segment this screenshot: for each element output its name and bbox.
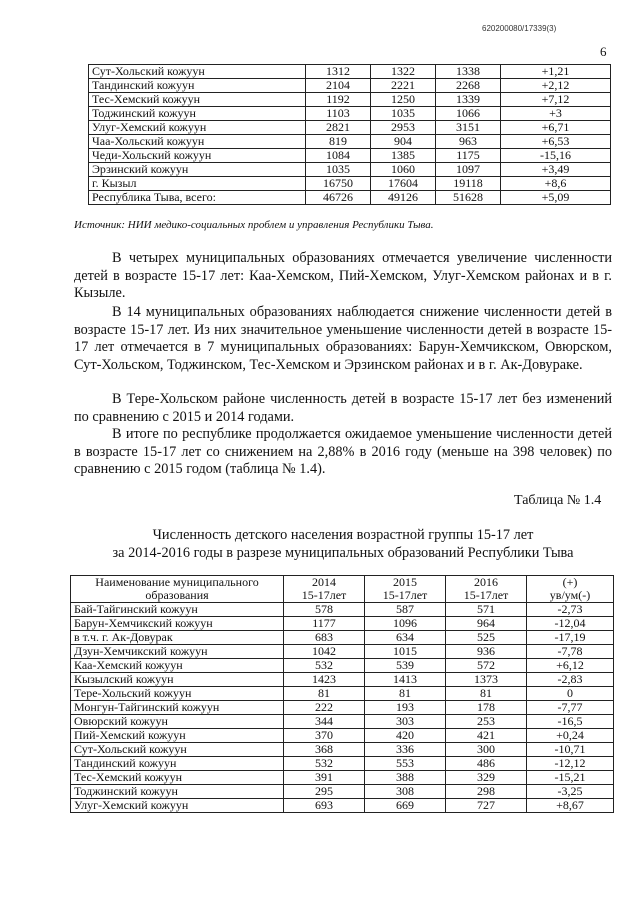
table-row [89, 121, 611, 135]
table-cell: 525 [446, 631, 527, 645]
subheader-2016: 15-17лет [446, 589, 527, 603]
table-caption [74, 526, 612, 562]
header-2014: 2014 [284, 576, 365, 590]
header-change: (+) [527, 576, 614, 590]
table-row [89, 149, 611, 163]
table-cell: 1084 [306, 149, 371, 163]
table-cell: 1413 [365, 673, 446, 687]
table-cell: -2,83 [527, 673, 614, 687]
table-cell: 683 [284, 631, 365, 645]
table-cell: 49126 [371, 191, 436, 205]
table-row [89, 93, 611, 107]
header-municipality: Наименование муниципального образования [71, 576, 284, 603]
table-continuation [88, 64, 611, 205]
paragraph-3: В Тере-Хольском районе численность детей в возрасте 15-17 лет без изменений по сравнению с 2015 и 2014 годами. [74, 391, 612, 425]
table-cell: 81 [446, 687, 527, 701]
table-cell: 1042 [284, 645, 365, 659]
table-cell: Бай-Тайгинский кожуун [71, 603, 284, 617]
table-cell: 1192 [306, 93, 371, 107]
table-cell: 1338 [436, 65, 501, 79]
table-cell: Монгун-Тайгинский кожуун [71, 701, 284, 715]
table-cell: +8,6 [501, 177, 611, 191]
table-cell: 1103 [306, 107, 371, 121]
table-row [71, 729, 614, 743]
table-cell: -10,71 [527, 743, 614, 757]
table-cell: 81 [365, 687, 446, 701]
table-cell: 1423 [284, 673, 365, 687]
table-cell: 1035 [371, 107, 436, 121]
table-cell: 370 [284, 729, 365, 743]
table-cell: 486 [446, 757, 527, 771]
table-cell: 51628 [436, 191, 501, 205]
table-cell: 587 [365, 603, 446, 617]
table-cell: 1250 [371, 93, 436, 107]
table-cell: Улуг-Хемский кожуун [71, 799, 284, 813]
table-cell: Тоджинский кожуун [89, 107, 306, 121]
table-row [71, 701, 614, 715]
table-cell: 1322 [371, 65, 436, 79]
subheader-2015: 15-17лет [365, 589, 446, 603]
table-cell: +7,12 [501, 93, 611, 107]
caption-line-1: Численность детского населения возрастной группы 15-17 лет [152, 527, 534, 543]
table-row [89, 191, 611, 205]
table-cell: Каа-Хемский кожуун [71, 659, 284, 673]
table-cell: Тес-Хемский кожуун [71, 771, 284, 785]
table-row [71, 799, 614, 813]
table-cell: 3151 [436, 121, 501, 135]
table-cell: 368 [284, 743, 365, 757]
table-row [71, 603, 614, 617]
table-number-label: Таблица № 1.4 [514, 493, 602, 508]
table-cell: 303 [365, 715, 446, 729]
table-cell: 964 [446, 617, 527, 631]
table-cell: 553 [365, 757, 446, 771]
table-cell: 1177 [284, 617, 365, 631]
table-cell: 1097 [436, 163, 501, 177]
table-cell: 571 [446, 603, 527, 617]
table-cell: 578 [284, 603, 365, 617]
table-row [71, 617, 614, 631]
table-cell: +0,24 [527, 729, 614, 743]
header-2015: 2015 [365, 576, 446, 590]
table-cell: 391 [284, 771, 365, 785]
table-row [71, 757, 614, 771]
table-cell: 572 [446, 659, 527, 673]
table-cell: 936 [446, 645, 527, 659]
table-cell: 1385 [371, 149, 436, 163]
table-cell: 819 [306, 135, 371, 149]
table-cell: 1339 [436, 93, 501, 107]
table-cell: г. Кызыл [89, 177, 306, 191]
table-cell: 420 [365, 729, 446, 743]
table-cell: 300 [446, 743, 527, 757]
paragraph-4: В итоге по республике продолжается ожидаемое уменьшение численности детей в возрасте 15-17 лет со снижением на 2,88% в 2016 году (меньше на 398 человек) по сравнению с 2015 годом (таблица № 1.4). [74, 426, 612, 478]
table-cell: +8,67 [527, 799, 614, 813]
table-cell: Дзун-Хемчикский кожуун [71, 645, 284, 659]
table-cell: Улуг-Хемский кожуун [89, 121, 306, 135]
table-cell: 344 [284, 715, 365, 729]
table-cell: 727 [446, 799, 527, 813]
table-cell: 2221 [371, 79, 436, 93]
table-source-note: Источник: НИИ медико-социальных проблем и управления Республики Тыва. [74, 219, 434, 231]
subheader-change: ув/ум(-) [527, 589, 614, 603]
table-cell: -3,25 [527, 785, 614, 799]
table-cell: 17604 [371, 177, 436, 191]
table-cell: 693 [284, 799, 365, 813]
table-row [71, 673, 614, 687]
table-cell: 81 [284, 687, 365, 701]
table-cell: Чаа-Хольский кожуун [89, 135, 306, 149]
table-cell: Тандинский кожуун [89, 79, 306, 93]
table-cell: Тере-Хольский кожуун [71, 687, 284, 701]
table-cell: 193 [365, 701, 446, 715]
table-cell: 16750 [306, 177, 371, 191]
table-row [71, 687, 614, 701]
table-row [89, 163, 611, 177]
table-cell: -7,77 [527, 701, 614, 715]
table-cell: -12,04 [527, 617, 614, 631]
table-cell: 904 [371, 135, 436, 149]
table-cell: Овюрский кожуун [71, 715, 284, 729]
table-cell: 1312 [306, 65, 371, 79]
table-cell: -7,78 [527, 645, 614, 659]
table-cell: +1,21 [501, 65, 611, 79]
table-cell: 1035 [306, 163, 371, 177]
table-cell: -15,16 [501, 149, 611, 163]
table-cell: -12,12 [527, 757, 614, 771]
table-cell: Тес-Хемский кожуун [89, 93, 306, 107]
table-cell: +6,71 [501, 121, 611, 135]
table-cell: 1066 [436, 107, 501, 121]
table-row [71, 631, 614, 645]
table-row [89, 79, 611, 93]
document-code: 620200080/17339(3) [482, 24, 557, 33]
table-cell: Эрзинский кожуун [89, 163, 306, 177]
header-2016: 2016 [446, 576, 527, 590]
table-cell: 295 [284, 785, 365, 799]
table-row [89, 65, 611, 79]
table-cell: 46726 [306, 191, 371, 205]
table-cell: 1015 [365, 645, 446, 659]
table-cell: 336 [365, 743, 446, 757]
table-cell: 222 [284, 701, 365, 715]
table-cell: 308 [365, 785, 446, 799]
table-cell: 2268 [436, 79, 501, 93]
table-cell: 298 [446, 785, 527, 799]
table-cell: 532 [284, 757, 365, 771]
table-row [89, 107, 611, 121]
table-cell: 669 [365, 799, 446, 813]
table-cell: 329 [446, 771, 527, 785]
page-number: 6 [600, 44, 607, 59]
table-cell: 532 [284, 659, 365, 673]
table-cell: 963 [436, 135, 501, 149]
table-cell: Кызылский кожуун [71, 673, 284, 687]
table-row [71, 659, 614, 673]
table-cell: 539 [365, 659, 446, 673]
table-cell: 2953 [371, 121, 436, 135]
table-row [71, 715, 614, 729]
table-cell: +6,12 [527, 659, 614, 673]
paragraph-1: В четырех муниципальных образованиях отмечается увеличение численности детей в возрасте 15-17 лет: Каа-Хемском, Пий-Хемском, Улуг-Хемском районах и в г. Кызыле. [74, 250, 612, 302]
table-row [71, 645, 614, 659]
paragraph-2: В 14 муниципальных образованиях наблюдается снижение численности детей в возрасте 15-17 лет. Из них значительное уменьшение численности детей в возрасте 15-17 лет отмечается в 7 муниципальных образованиях: Барун-Хемчикском, Овюрском, Сут-Хольском, Тоджинском, Тес-Хемском и Эрзинском районах и в г. Ак-Довураке. [74, 304, 612, 373]
table-cell: -16,5 [527, 715, 614, 729]
table-cell: Пий-Хемский кожуун [71, 729, 284, 743]
table-cell: +6,53 [501, 135, 611, 149]
table-cell: +3,49 [501, 163, 611, 177]
table-cell: Сут-Хольский кожуун [71, 743, 284, 757]
subheader-2014: 15-17лет [284, 589, 365, 603]
table-cell: -17,19 [527, 631, 614, 645]
table-cell: +2,12 [501, 79, 611, 93]
table-cell: -15,21 [527, 771, 614, 785]
table-row [89, 177, 611, 191]
table-cell: Тандинский кожуун [71, 757, 284, 771]
table-cell: Республика Тыва, всего: [89, 191, 306, 205]
table-cell: -2,73 [527, 603, 614, 617]
table-cell: 634 [365, 631, 446, 645]
table-cell: Сут-Хольский кожуун [89, 65, 306, 79]
table-cell: 1175 [436, 149, 501, 163]
table-cell: 1060 [371, 163, 436, 177]
table-cell: 19118 [436, 177, 501, 191]
table-row [71, 743, 614, 757]
table-cell: 1373 [446, 673, 527, 687]
table-cell: +3 [501, 107, 611, 121]
table-cell: 2104 [306, 79, 371, 93]
table-row [71, 785, 614, 799]
table-cell: 2821 [306, 121, 371, 135]
table-cell: Барун-Хемчикский кожуун [71, 617, 284, 631]
table-cell: 0 [527, 687, 614, 701]
table-cell: в т.ч. г. Ак-Довурак [71, 631, 284, 645]
table-cell: Чеди-Хольский кожуун [89, 149, 306, 163]
table-cell: 421 [446, 729, 527, 743]
table-cell: 1096 [365, 617, 446, 631]
table-cell: Тоджинский кожуун [71, 785, 284, 799]
table-1-4 [70, 575, 614, 813]
table-row [71, 771, 614, 785]
table-row [89, 135, 611, 149]
table-cell: +5,09 [501, 191, 611, 205]
caption-line-2: за 2014-2016 годы в разрезе муниципальных образований Республики Тыва [112, 545, 574, 561]
table-cell: 178 [446, 701, 527, 715]
table-cell: 253 [446, 715, 527, 729]
table-cell: 388 [365, 771, 446, 785]
